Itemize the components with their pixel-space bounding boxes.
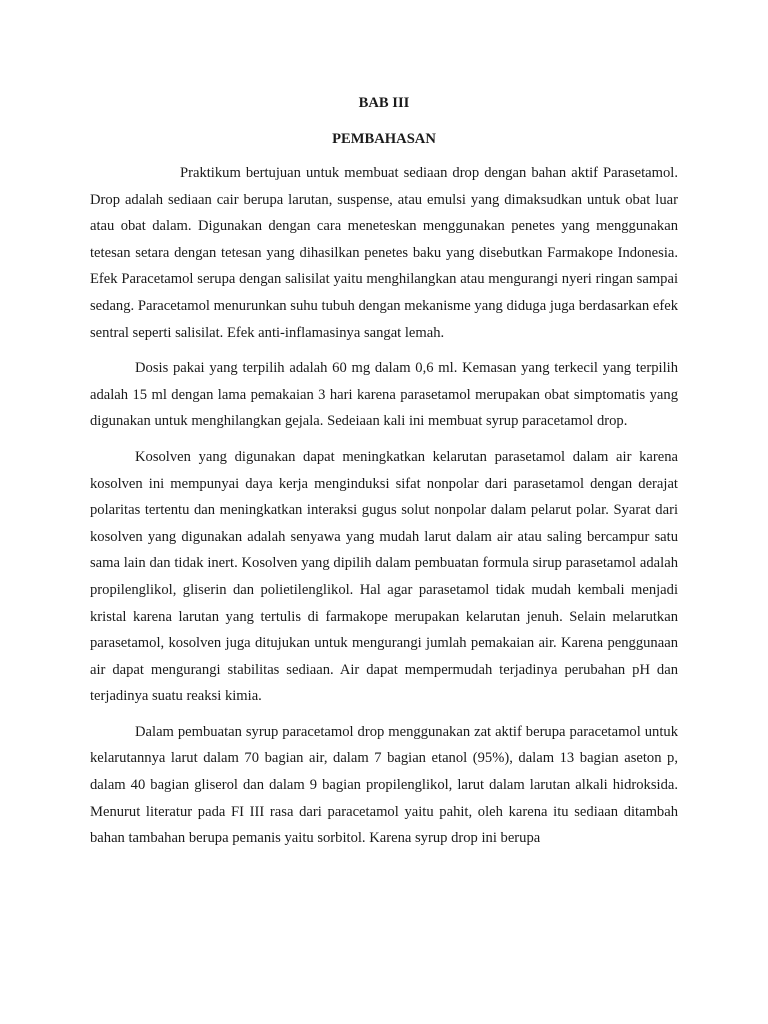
paragraph-1: Praktikum bertujuan untuk membuat sediaan drop dengan bahan aktif Parasetamol. Drop adalah sediaan cair berupa larutan, suspense, atau emulsi yang dimaksudkan untuk obat luar atau obat dalam. Digunakan dengan cara meneteskan menggunakan penetes yang menggunakan tetesan setara dengan tetesan yang dihasilkan penetes baku yang disebutkan Farmakope Indonesia. Efek Paracetamol serupa dengan salisilat yaitu menghilangkan atau mengurangi nyeri ringan sampai sedang. Paracetamol menurunkan suhu tubuh dengan mekanisme yang diduga juga berdasarkan efek sentral seperti salisilat. Efek anti-inflamasinya sangat lemah.: [90, 165, 678, 341]
paragraph-3: Kosolven yang digunakan dapat meningkatkan kelarutan parasetamol dalam air karena kosolven ini mempunyai daya kerja menginduksi sifat nonpolar dari parasetamol dengan derajat polaritas tertentu dan meningkatkan interaksi gugus solut nonpolar dalam pelarut polar. Syarat dari kosolven yang digunakan adalah senyawa yang mudah larut dalam air atau saling bercampur satu sama lain dan tidak inert. Kosolven yang dipilih dalam pembuatan formula sirup parasetamol adalah propilenglikol, gliserin dan polietilenglikol. Hal agar parasetamol tidak mudah kembali menjadi kristal karena larutan yang tertulis di farmakope merupakan kelarutan jenuh. Selain melarutkan parasetamol, kosolven juga ditujukan untuk mengurangi jumlah pemakaian air. Karena penggunaan air dapat mengurangi stabilitas sediaan. Air dapat mempermudah terjadinya perubahan pH dan terjadinya suatu reaksi kimia.: [90, 448, 678, 705]
paragraph-4: Dalam pembuatan syrup paracetamol drop menggunakan zat aktif berupa paracetamol untuk kelarutannya larut dalam 70 bagian air, dalam 7 bagian etanol (95%), dalam 13 bagian aseton p, dalam 40 bagian gliserol dan dalam 9 bagian propilenglikol, larut dalam larutan alkali hidroksida. Menurut literatur pada FI III rasa dari paracetamol yaitu pahit, oleh karena itu sediaan ditambah bahan tambahan berupa pemanis yaitu sorbitol. Karena syrup drop ini berupa: [90, 723, 678, 847]
document-page: [90, 0, 678, 852]
section-title: PEMBAHASAN: [332, 131, 436, 147]
paragraph-2: Dosis pakai yang terpilih adalah 60 mg dalam 0,6 ml. Kemasan yang terkecil yang terpilih adalah 15 ml dengan lama pemakaian 3 hari karena parasetamol merupakan obat simptomatis yang digunakan untuk menghilangkan gejala. Sedeiaan kali ini membuat syrup paracetamol drop.: [90, 360, 678, 430]
chapter-heading: BAB III: [358, 95, 410, 111]
